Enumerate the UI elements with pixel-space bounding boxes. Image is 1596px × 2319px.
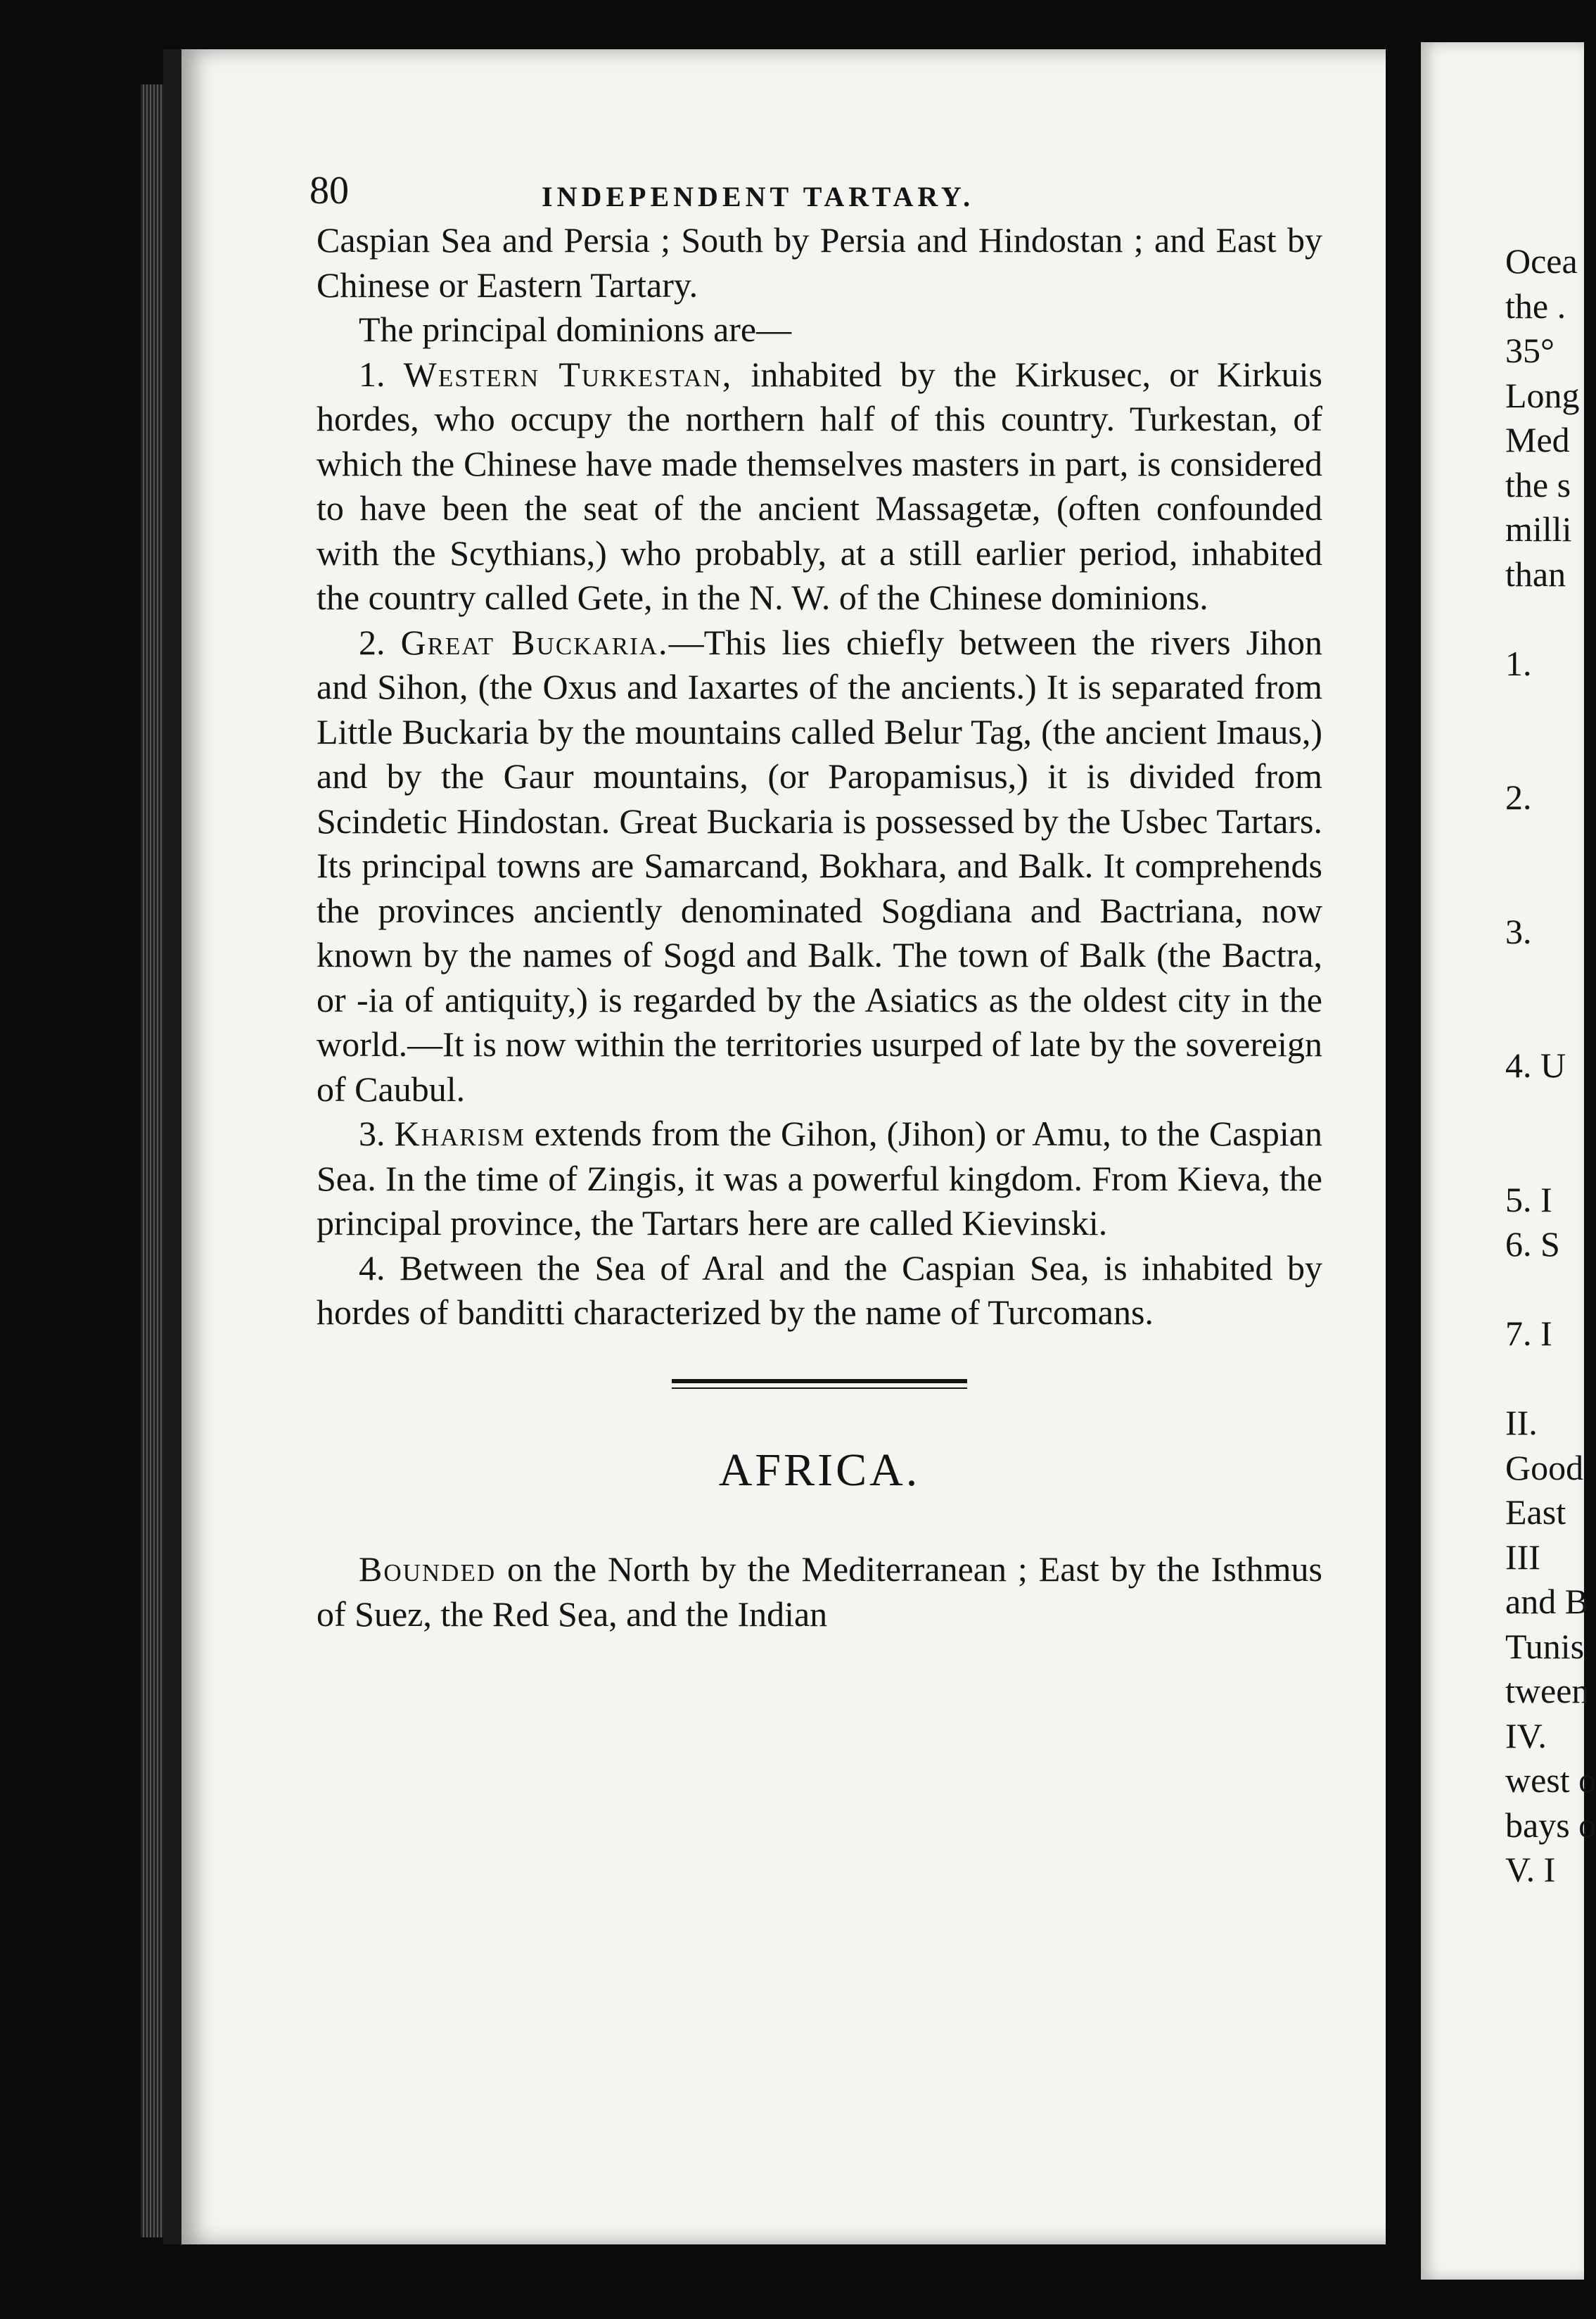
paragraph-borders: Caspian Sea and Persia ; South by Persia and Hindostan ; and East by Chinese or Eastern Tartary.: [317, 220, 1322, 305]
right-page-fragment: tween: [1505, 1671, 1590, 1710]
right-page-fragment: west o: [1505, 1760, 1596, 1800]
right-page-fragment: 7. I: [1505, 1314, 1552, 1353]
running-title: INDEPENDENT TARTARY.: [542, 181, 975, 212]
page-number: 80: [309, 169, 349, 212]
right-page-fragment: East: [1505, 1492, 1566, 1532]
section-heading: AFRICA.: [718, 1444, 921, 1496]
right-page-fragment: Long: [1505, 375, 1580, 415]
item-number: 1.: [359, 354, 385, 394]
right-page-fragment: and B: [1505, 1582, 1589, 1621]
item-name: Kharism: [394, 1114, 525, 1153]
divider-thick-rule: [672, 1379, 967, 1383]
item-text: —This lies chiefly between the rivers Jihon and Sihon, (the Oxus and Iaxartes of the ancients.) It is separated from Little Buckaria by the mountains called Belur Tag, (the ancient Imaus,) and by the Gaur mountains, (or Paropamisus,) it is divided from Scindetic Hindostan. Great Buckaria is possessed by the Usbec Tartars. Its principal towns are Samarcand, Bokhara, and Balk. It comprehends the provinces anciently denominated Sogdiana and Bactriana, now known by the names of Sogd and Balk. The town of Balk (the Bactra, or -ia of antiquity,) is regarded by the Asiatics as the oldest city in the world.—It is now within the territories usurped of late by the sovereign of Caubul.: [317, 622, 1323, 1109]
section-divider: [672, 1379, 967, 1389]
item-name: Western Turkestan,: [403, 354, 733, 394]
right-page-fragment: [1505, 686, 1584, 731]
lead-word: Bounded: [359, 1549, 497, 1589]
paragraph-dominions-intro: The principal dominions are—: [359, 310, 792, 349]
right-page-fragment: [1505, 865, 1584, 910]
right-page-fragment: [1505, 954, 1584, 999]
right-page-fragment: IV.: [1505, 1715, 1547, 1755]
right-page-fragment: [1505, 1357, 1584, 1402]
right-page-fragment: [1505, 731, 1584, 776]
bounds-text: on the North by the Mediterranean ; East by the Isthmus of Suez, the Red Sea, and the Indian: [317, 1549, 1323, 1634]
right-page-fragment: Good: [1505, 1447, 1584, 1487]
right-page-fragment: 3.: [1505, 911, 1532, 951]
right-page-fragment: [1505, 820, 1584, 865]
item-text: extends from the Gihon, (Jihon) or Amu, to the Caspian Sea. In the time of Zingis, it was a powerful kingdom. From Kieva, the principal province, the Tartars here are called Kievinski.: [317, 1114, 1322, 1243]
divider-thin-rule: [672, 1387, 967, 1389]
right-page-fragment: 1.: [1505, 643, 1532, 683]
africa-bounds-paragraph: [317, 1547, 1322, 1637]
item-number: 3.: [359, 1114, 385, 1153]
right-page-fragment: milli: [1505, 509, 1572, 549]
right-page-fragment: [1505, 1133, 1584, 1178]
dominion-item-4: 4. Between the Sea of Aral and the Caspian Sea, is inhabited by hordes of banditti characterized by the name of Turcomans.: [317, 1247, 1322, 1332]
right-page-fragment: the s: [1505, 464, 1571, 504]
right-page-fragment: [1505, 1267, 1584, 1312]
right-page-fragment: Tunis: [1505, 1626, 1585, 1666]
right-page-fragment: V. I: [1505, 1850, 1556, 1889]
right-page-fragment: 35°: [1505, 331, 1554, 370]
right-page-text-fragments: [1505, 239, 1596, 1893]
dominion-item-1: [317, 352, 1322, 621]
book-gutter: [1386, 28, 1421, 2319]
right-page-fragment: bays o: [1505, 1805, 1596, 1845]
running-head: [309, 162, 1322, 218]
item-text: inhabited by the Kirkusec, or Kirkuis hordes, who occupy the northern half of this country. Turkestan, of which the Chinese have made themselves masters in part, is considered to have been the seat of the ancient Massagetæ, (often confounded with the Scythians,) who probably, at a still earlier period, inhabited the country called Gete, in the N. W. of the Chinese dominions.: [317, 354, 1323, 617]
right-page-fragment: 4. U: [1505, 1046, 1566, 1085]
right-page-fragment: Med: [1505, 420, 1570, 459]
left-page-text: [309, 162, 1323, 1637]
dominion-item-2: [317, 621, 1322, 1112]
right-page-fragment: 5. I: [1505, 1179, 1552, 1219]
right-page-fragment: [1505, 1088, 1584, 1133]
right-page-fragment: [1505, 597, 1584, 642]
right-page-fragment: Ocea: [1505, 241, 1578, 281]
item-number: 2.: [359, 622, 385, 662]
right-page-fragment: the .: [1505, 286, 1566, 326]
right-page-fragment: 2.: [1505, 777, 1532, 817]
right-page-fragment: 6. S: [1505, 1224, 1560, 1264]
right-page-fragment: than: [1505, 554, 1566, 594]
item-name: Great Buckaria.: [400, 622, 669, 662]
right-page-fragment: III: [1505, 1537, 1540, 1577]
right-page-fragment: II.: [1505, 1403, 1538, 1442]
dominion-item-3: [317, 1112, 1322, 1246]
right-page-fragment: [1505, 999, 1584, 1044]
